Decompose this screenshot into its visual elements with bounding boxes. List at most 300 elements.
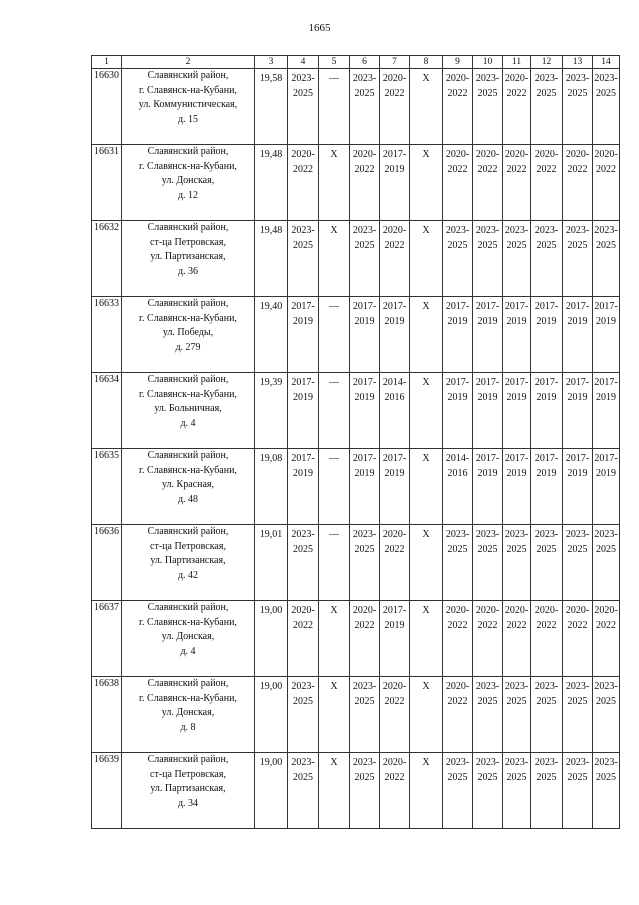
cell-value: 2017- 2019 [565, 453, 590, 479]
cell-value: — [329, 377, 339, 388]
cell-value: 2017- 2019 [504, 453, 529, 479]
cell-c3 [255, 525, 288, 601]
address-cell [122, 373, 255, 449]
cell-value: 2020- 2022 [534, 149, 559, 175]
cell-c10 [473, 297, 503, 373]
cell-value: 2020- 2022 [352, 605, 377, 631]
cell-c5 [319, 449, 350, 525]
page-number: 1665 [308, 22, 331, 34]
cell-value: 2017- 2019 [445, 377, 470, 403]
cell-value: 2020- 2022 [382, 73, 407, 99]
cell-value: 2023- 2025 [445, 529, 470, 555]
cell-value: 2023- 2025 [594, 529, 618, 555]
cell-c14 [593, 373, 620, 449]
cell-c3 [255, 753, 288, 829]
cell-value: 19,01 [259, 529, 283, 540]
address-line: ст-ца Петровская, [150, 236, 226, 248]
header-cell: 14 [593, 56, 620, 69]
cell-c5 [319, 297, 350, 373]
cell-value: 2017- 2019 [565, 301, 590, 327]
cell-value: 2023- 2025 [504, 225, 529, 251]
cell-c7 [380, 145, 410, 221]
cell-c11 [503, 753, 531, 829]
table-row [92, 145, 620, 221]
address-line: д. 36 [177, 265, 199, 277]
cell-value: 19,00 [259, 605, 283, 616]
header-cell: 3 [255, 56, 288, 69]
cell-value: Х [422, 681, 430, 692]
cell-value: 2017- 2019 [382, 605, 407, 631]
cell-value: 2020- 2022 [382, 225, 407, 251]
cell-value: 2023- 2025 [504, 681, 529, 707]
cell-value: 2020- 2022 [534, 605, 559, 631]
cell-value: 2017- 2019 [475, 377, 500, 403]
cell-c9 [443, 221, 473, 297]
address-cell [122, 69, 255, 145]
cell-c8 [410, 753, 443, 829]
address-cell [122, 601, 255, 677]
cell-c10 [473, 753, 503, 829]
cell-value: 19,58 [259, 73, 283, 84]
record-number: 16632 [92, 221, 122, 297]
cell-c10 [473, 373, 503, 449]
address-line: д. 279 [175, 341, 201, 353]
cell-c8 [410, 373, 443, 449]
cell-c9 [443, 297, 473, 373]
cell-c5 [319, 145, 350, 221]
cell-c7 [380, 373, 410, 449]
cell-c6 [350, 525, 380, 601]
cell-c9 [443, 69, 473, 145]
cell-value: 2017- 2019 [534, 453, 559, 479]
cell-c9 [443, 677, 473, 753]
cell-c11 [503, 69, 531, 145]
cell-value: 2023- 2025 [594, 225, 618, 251]
cell-value: 2023- 2025 [534, 225, 559, 251]
cell-value: 2020- 2022 [291, 149, 315, 175]
table-row [92, 525, 620, 601]
cell-value: 19,08 [259, 453, 283, 464]
cell-value: 2017- 2019 [504, 377, 529, 403]
address-line: Славянский район, [147, 70, 229, 81]
address-line: д. 4 [180, 645, 196, 657]
cell-c8 [410, 69, 443, 145]
cell-c8 [410, 525, 443, 601]
cell-value: 2017- 2019 [291, 453, 315, 479]
header-cell: 11 [503, 56, 531, 69]
address-line: Славянский район, [147, 678, 229, 689]
cell-value: 2023- 2025 [352, 529, 377, 555]
cell-c3 [255, 373, 288, 449]
cell-value: 2017- 2019 [534, 301, 559, 327]
cell-value: 2020- 2022 [504, 73, 529, 99]
cell-value: 2017- 2019 [291, 377, 315, 403]
cell-value: 2023- 2025 [534, 681, 559, 707]
cell-value: 2017- 2019 [594, 453, 618, 479]
cell-value: Х [422, 605, 430, 616]
address-line: Славянский район, [147, 526, 229, 537]
cell-value: — [329, 301, 339, 312]
cell-c4 [288, 753, 319, 829]
table-row [92, 69, 620, 145]
cell-c11 [503, 221, 531, 297]
table-row [92, 221, 620, 297]
cell-c12 [531, 69, 563, 145]
cell-c4 [288, 297, 319, 373]
cell-value: 2017- 2019 [382, 301, 407, 327]
cell-value: 2020- 2022 [352, 149, 377, 175]
cell-value: Х [422, 225, 430, 236]
header-cell: 6 [350, 56, 380, 69]
cell-c3 [255, 449, 288, 525]
record-number: 16639 [92, 753, 122, 829]
cell-value: 2020- 2022 [504, 149, 529, 175]
cell-c10 [473, 221, 503, 297]
cell-c4 [288, 69, 319, 145]
cell-value: 2023- 2025 [475, 225, 500, 251]
record-number: 16636 [92, 525, 122, 601]
cell-value: 2023- 2025 [291, 681, 315, 707]
cell-value: 2023- 2025 [565, 757, 590, 783]
cell-c14 [593, 145, 620, 221]
record-number: 16638 [92, 677, 122, 753]
address-line: г. Славянск-на-Кубани, [139, 84, 237, 96]
address-cell [122, 145, 255, 221]
cell-c4 [288, 221, 319, 297]
cell-c12 [531, 525, 563, 601]
cell-value: 2020- 2022 [565, 149, 590, 175]
cell-value: 2023- 2025 [475, 757, 500, 783]
address-cell [122, 449, 255, 525]
address-line: ул. Донская, [161, 631, 215, 642]
cell-c10 [473, 677, 503, 753]
address-line: Славянский район, [147, 602, 229, 613]
cell-value: 2020- 2022 [382, 757, 407, 783]
cell-c11 [503, 373, 531, 449]
cell-c13 [563, 373, 593, 449]
address-line: ст-ца Петровская, [150, 540, 226, 552]
address-cell [122, 525, 255, 601]
header-cell: 10 [473, 56, 503, 69]
cell-value: 2023- 2025 [534, 529, 559, 555]
cell-c13 [563, 677, 593, 753]
cell-value: 19,40 [259, 301, 283, 312]
table-row [92, 297, 620, 373]
cell-value: 2023- 2025 [504, 529, 529, 555]
cell-c6 [350, 373, 380, 449]
address-line: д. 15 [177, 113, 199, 125]
cell-c3 [255, 145, 288, 221]
cell-c13 [563, 69, 593, 145]
cell-c14 [593, 601, 620, 677]
cell-value: 2023- 2025 [594, 681, 618, 707]
cell-c12 [531, 753, 563, 829]
cell-value: 2017- 2019 [352, 301, 377, 327]
address-line: ул. Больничная, [154, 403, 222, 414]
header-cell: 2 [122, 56, 255, 69]
address-line: д. 8 [180, 721, 196, 733]
cell-c8 [410, 677, 443, 753]
cell-c10 [473, 525, 503, 601]
cell-value: 2023- 2025 [475, 529, 500, 555]
record-number: 16633 [92, 297, 122, 373]
record-number: 16635 [92, 449, 122, 525]
address-line: ул. Партизанская, [150, 555, 226, 566]
cell-c13 [563, 145, 593, 221]
cell-c13 [563, 221, 593, 297]
cell-c14 [593, 69, 620, 145]
cell-value: 2020- 2022 [382, 529, 407, 555]
cell-value: Х [330, 757, 338, 768]
cell-c11 [503, 601, 531, 677]
address-line: ул. Победы, [162, 327, 214, 338]
cell-value: 2020- 2022 [504, 605, 529, 631]
cell-c10 [473, 145, 503, 221]
cell-value: 2017- 2019 [382, 453, 407, 479]
cell-c9 [443, 525, 473, 601]
address-line: ул. Красная, [162, 479, 214, 490]
cell-c13 [563, 297, 593, 373]
cell-c3 [255, 601, 288, 677]
cell-value: 2023- 2025 [475, 73, 500, 99]
cell-value: 2023- 2025 [352, 757, 377, 783]
cell-c5 [319, 221, 350, 297]
table-row [92, 449, 620, 525]
cell-value: 2023- 2025 [445, 757, 470, 783]
cell-c3 [255, 297, 288, 373]
cell-value: 2023- 2025 [534, 73, 559, 99]
cell-value: 2020- 2022 [445, 73, 470, 99]
cell-value: 2020- 2022 [565, 605, 590, 631]
cell-value: 2023- 2025 [475, 681, 500, 707]
cell-value: 2023- 2025 [352, 225, 377, 251]
cell-c13 [563, 525, 593, 601]
cell-value: Х [422, 73, 430, 84]
cell-value: 2020- 2022 [445, 681, 470, 707]
address-line: ст-ца Петровская, [150, 768, 226, 780]
cell-c6 [350, 297, 380, 373]
cell-value: 2020- 2022 [475, 149, 500, 175]
cell-value: 2023- 2025 [504, 757, 529, 783]
cell-value: 2023- 2025 [594, 73, 618, 99]
header-cell: 4 [288, 56, 319, 69]
address-line: г. Славянск-на-Кубани, [139, 388, 237, 400]
cell-c6 [350, 69, 380, 145]
address-line: ул. Партизанская, [150, 251, 226, 262]
address-line: ул. Донская, [161, 707, 215, 718]
cell-value: 19,39 [259, 377, 283, 388]
cell-c13 [563, 449, 593, 525]
cell-value: Х [330, 681, 338, 692]
cell-value: Х [330, 149, 338, 160]
cell-c6 [350, 677, 380, 753]
address-line: д. 48 [177, 493, 199, 505]
address-line: г. Славянск-на-Кубани, [139, 160, 237, 172]
address-line: г. Славянск-на-Кубани, [139, 312, 237, 324]
cell-c11 [503, 145, 531, 221]
cell-c10 [473, 449, 503, 525]
cell-value: 2023- 2025 [534, 757, 559, 783]
cell-value: 19,48 [259, 225, 283, 236]
cell-c4 [288, 525, 319, 601]
cell-value: 2023- 2025 [291, 757, 315, 783]
record-number: 16634 [92, 373, 122, 449]
cell-value: 2023- 2025 [291, 529, 315, 555]
header-cell: 5 [319, 56, 350, 69]
address-line: Славянский район, [147, 450, 229, 461]
cell-c9 [443, 601, 473, 677]
cell-c5 [319, 677, 350, 753]
address-line: ул. Донская, [161, 175, 215, 186]
table-row [92, 373, 620, 449]
cell-value: 19,48 [259, 149, 283, 160]
address-line: г. Славянск-на-Кубани, [139, 464, 237, 476]
cell-value: 19,00 [259, 681, 283, 692]
cell-c7 [380, 753, 410, 829]
cell-value: Х [422, 453, 430, 464]
cell-value: 19,00 [259, 757, 283, 768]
cell-value: 2023- 2025 [352, 681, 377, 707]
cell-value: Х [422, 149, 430, 160]
cell-value: 2020- 2022 [475, 605, 500, 631]
address-line: г. Славянск-на-Кубани, [139, 692, 237, 704]
record-number: 16631 [92, 145, 122, 221]
cell-c5 [319, 525, 350, 601]
cell-c7 [380, 677, 410, 753]
address-line: г. Славянск-на-Кубани, [139, 616, 237, 628]
cell-c7 [380, 449, 410, 525]
cell-value: 2017- 2019 [352, 453, 377, 479]
cell-value: 2014- 2016 [382, 377, 407, 403]
cell-c12 [531, 601, 563, 677]
header-cell: 7 [380, 56, 410, 69]
cell-value: 2020- 2022 [594, 149, 618, 175]
cell-c14 [593, 221, 620, 297]
address-cell [122, 297, 255, 373]
cell-value: 2017- 2019 [534, 377, 559, 403]
cell-c8 [410, 297, 443, 373]
cell-value: 2017- 2019 [594, 301, 618, 327]
cell-c12 [531, 221, 563, 297]
address-line: Славянский район, [147, 222, 229, 233]
cell-c7 [380, 601, 410, 677]
cell-c9 [443, 145, 473, 221]
cell-value: 2023- 2025 [594, 757, 618, 783]
record-number: 16630 [92, 69, 122, 145]
header-cell: 12 [531, 56, 563, 69]
cell-c6 [350, 145, 380, 221]
cell-c12 [531, 373, 563, 449]
cell-value: 2020- 2022 [445, 605, 470, 631]
cell-c9 [443, 753, 473, 829]
cell-value: 2023- 2025 [565, 225, 590, 251]
address-line: Славянский район, [147, 374, 229, 385]
cell-c13 [563, 753, 593, 829]
cell-value: 2023- 2025 [565, 73, 590, 99]
cell-value: Х [422, 757, 430, 768]
cell-c7 [380, 525, 410, 601]
address-line: д. 12 [177, 189, 199, 201]
cell-c5 [319, 373, 350, 449]
cell-c4 [288, 145, 319, 221]
cell-value: Х [330, 225, 338, 236]
cell-c6 [350, 449, 380, 525]
cell-c8 [410, 601, 443, 677]
cell-c5 [319, 69, 350, 145]
cell-c4 [288, 601, 319, 677]
cell-value: 2020- 2022 [594, 605, 618, 631]
cell-c9 [443, 373, 473, 449]
address-cell [122, 753, 255, 829]
address-line: д. 42 [177, 569, 199, 581]
cell-value: 2023- 2025 [291, 73, 315, 99]
cell-c12 [531, 677, 563, 753]
address-line: ул. Партизанская, [150, 783, 226, 794]
header-cell: 8 [410, 56, 443, 69]
cell-c12 [531, 297, 563, 373]
cell-value: — [329, 529, 339, 540]
cell-c4 [288, 677, 319, 753]
data-table [91, 55, 620, 829]
cell-value: 2023- 2025 [291, 225, 315, 251]
cell-value: Х [330, 605, 338, 616]
cell-c11 [503, 297, 531, 373]
cell-value: 2017- 2019 [445, 301, 470, 327]
address-line: Славянский район, [147, 754, 229, 765]
cell-c5 [319, 753, 350, 829]
cell-c6 [350, 601, 380, 677]
cell-c8 [410, 449, 443, 525]
cell-c7 [380, 221, 410, 297]
cell-c6 [350, 221, 380, 297]
cell-c11 [503, 677, 531, 753]
header-row [92, 56, 620, 69]
cell-value: Х [422, 301, 430, 312]
cell-c14 [593, 297, 620, 373]
cell-value: 2017- 2019 [594, 377, 618, 403]
cell-c8 [410, 145, 443, 221]
cell-value: — [329, 453, 339, 464]
address-line: Славянский район, [147, 146, 229, 157]
cell-c12 [531, 449, 563, 525]
cell-value: Х [422, 377, 430, 388]
cell-value: 2017- 2019 [475, 301, 500, 327]
header-cell: 9 [443, 56, 473, 69]
table-row [92, 601, 620, 677]
cell-value: 2017- 2019 [291, 301, 315, 327]
cell-c14 [593, 449, 620, 525]
cell-c9 [443, 449, 473, 525]
address-line: д. 34 [177, 797, 199, 809]
cell-c14 [593, 753, 620, 829]
cell-value: 2023- 2025 [565, 681, 590, 707]
address-line: д. 4 [180, 417, 196, 429]
cell-c10 [473, 69, 503, 145]
cell-c10 [473, 601, 503, 677]
cell-c4 [288, 449, 319, 525]
cell-c13 [563, 601, 593, 677]
cell-value: 2014- 2016 [445, 453, 470, 479]
cell-c3 [255, 677, 288, 753]
cell-c3 [255, 221, 288, 297]
record-number: 16637 [92, 601, 122, 677]
cell-value: 2017- 2019 [565, 377, 590, 403]
cell-value: 2023- 2025 [445, 225, 470, 251]
cell-value: Х [422, 529, 430, 540]
cell-value: 2020- 2022 [382, 681, 407, 707]
cell-c11 [503, 449, 531, 525]
cell-value: 2017- 2019 [382, 149, 407, 175]
